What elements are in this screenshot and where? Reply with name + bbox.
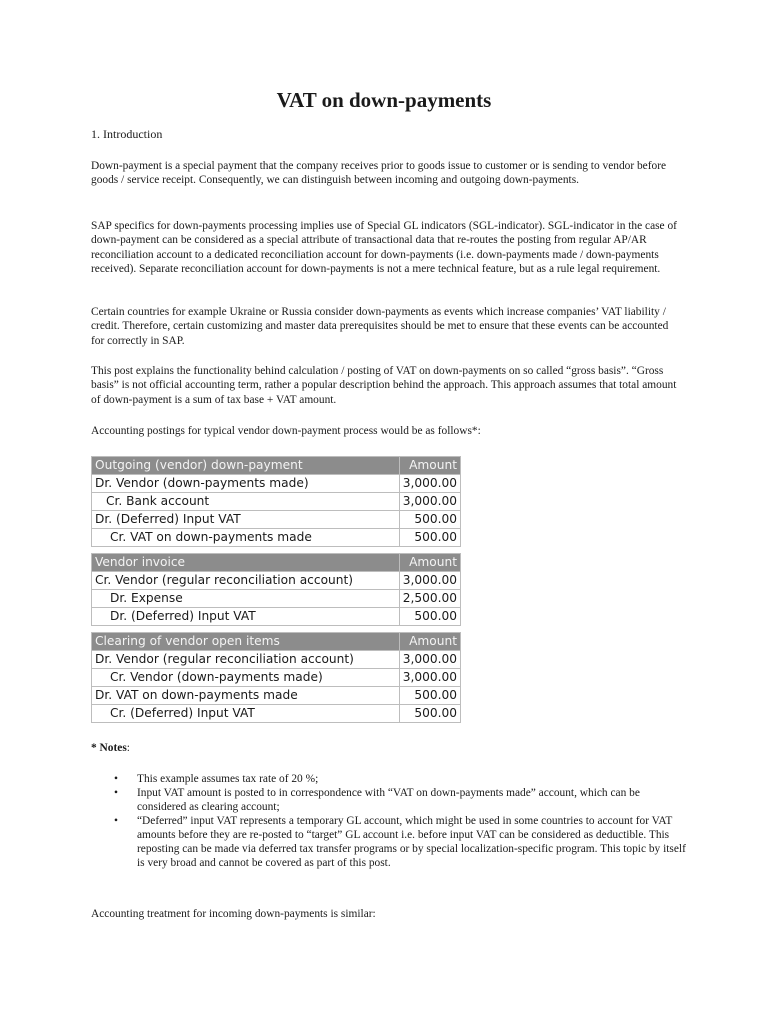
- row-amount: 3,000.00: [399, 493, 460, 511]
- row-amount: 500.00: [399, 511, 460, 529]
- row-amount: 500.00: [399, 608, 460, 626]
- table-row: [92, 493, 461, 511]
- paragraph-postings-intro: Accounting postings for typical vendor down-payment process would be as follows*:: [91, 425, 481, 437]
- row-label: Dr. (Deferred) Input VAT: [92, 511, 400, 529]
- table-row: [92, 687, 461, 705]
- row-label: Dr. Expense: [92, 590, 400, 608]
- note-text: This example assumes tax rate of 20 %;: [137, 773, 319, 785]
- table-vendor-invoice: [91, 553, 461, 626]
- bullet-icon: •: [114, 787, 118, 799]
- row-label: Dr. (Deferred) Input VAT: [92, 608, 400, 626]
- table-row: [92, 705, 461, 723]
- table-header-row: [92, 633, 461, 651]
- notes-list: [91, 772, 691, 870]
- table-header-row: [92, 554, 461, 572]
- row-amount: 3,000.00: [399, 475, 460, 493]
- table-header-row: [92, 457, 461, 475]
- table-row: [92, 511, 461, 529]
- paragraph-incoming: Accounting treatment for incoming down-payments is similar:: [91, 908, 376, 920]
- table-row: [92, 651, 461, 669]
- row-label: Cr. VAT on down-payments made: [92, 529, 400, 547]
- note-text: “Deferred” input VAT represents a temporary GL account, which might be used in some countries to account for VAT amounts before they are re-posted to “target” GL account i.e. before input VAT can be considered as deductible. This reposting can be made via deferred tax transfer programs or by special localization-specific program. This topic by itself is very broad and cannot be covered as part of this post.: [137, 815, 686, 869]
- table-header-amount: Amount: [399, 457, 460, 475]
- row-amount: 500.00: [399, 687, 460, 705]
- bullet-icon: •: [114, 773, 118, 785]
- table-row: [92, 608, 461, 626]
- row-amount: 500.00: [399, 529, 460, 547]
- list-item: [91, 786, 691, 814]
- table-header-amount: Amount: [399, 633, 460, 651]
- table-clearing-open-items: [91, 632, 461, 723]
- row-label: Dr. VAT on down-payments made: [92, 687, 400, 705]
- table-row: [92, 475, 461, 493]
- notes-heading-colon: :: [126, 742, 130, 754]
- table-row: [92, 529, 461, 547]
- table-header-label: Clearing of vendor open items: [92, 633, 400, 651]
- table-header-label: Vendor invoice: [92, 554, 400, 572]
- list-item: [91, 814, 691, 870]
- table-outgoing-down-payment: [91, 456, 461, 547]
- row-amount: 2,500.00: [399, 590, 460, 608]
- paragraph-sap-specifics: SAP specifics for down-payments processing implies use of Special GL indicators (SGL-indicator). SGL-indicator in the case of down-payment can be considered as a special attribute of transactional data that re-routes the posting from regular AP/AR reconciliation account to a dedicated reconciliation account for down-payments (i.e. down-payments made / down-payments received). Separate reconciliation account for down-payments is not a mere technical feature, but as a rule legal requirement.: [91, 220, 677, 276]
- row-label: Cr. Vendor (down-payments made): [92, 669, 400, 687]
- row-amount: 3,000.00: [399, 651, 460, 669]
- list-item: [91, 772, 691, 786]
- row-label: Cr. Vendor (regular reconciliation account): [92, 572, 400, 590]
- bullet-icon: •: [114, 815, 118, 827]
- row-label: Cr. (Deferred) Input VAT: [92, 705, 400, 723]
- paragraph-gross-basis: This post explains the functionality behind calculation / posting of VAT on down-payments on so called “gross basis”. “Gross basis” is not official accounting term, rather a popular description behind the approach. This approach assumes that total amount of down-payment is a sum of tax base + VAT amount.: [91, 365, 677, 406]
- row-label: Dr. Vendor (down-payments made): [92, 475, 400, 493]
- table-row: [92, 590, 461, 608]
- page-title: VAT on down-payments: [276, 88, 492, 112]
- paragraph-intro: Down-payment is a special payment that the company receives prior to goods issue to customer or is sending to vendor before goods / service receipt. Consequently, we can distinguish between incoming and outgoing down-payments.: [91, 160, 667, 187]
- table-row: [92, 572, 461, 590]
- row-label: Cr. Bank account: [92, 493, 400, 511]
- row-label: Dr. Vendor (regular reconciliation account): [92, 651, 400, 669]
- row-amount: 500.00: [399, 705, 460, 723]
- table-header-amount: Amount: [399, 554, 460, 572]
- table-header-label: Outgoing (vendor) down-payment: [92, 457, 400, 475]
- notes-heading-text: * Notes: [91, 742, 127, 754]
- section-heading: 1. Introduction: [91, 127, 163, 141]
- row-amount: 3,000.00: [399, 572, 460, 590]
- note-text: Input VAT amount is posted to in correspondence with “VAT on down-payments made” account, which can be considered as clearing account;: [137, 787, 640, 813]
- table-row: [92, 669, 461, 687]
- row-amount: 3,000.00: [399, 669, 460, 687]
- notes-heading: [91, 741, 130, 755]
- paragraph-countries: Certain countries for example Ukraine or Russia consider down-payments as events which increase companies’ VAT liability / credit. Therefore, certain customizing and master data prerequisites should be met to ensure that these events can be accounted for correctly in SAP.: [91, 306, 669, 347]
